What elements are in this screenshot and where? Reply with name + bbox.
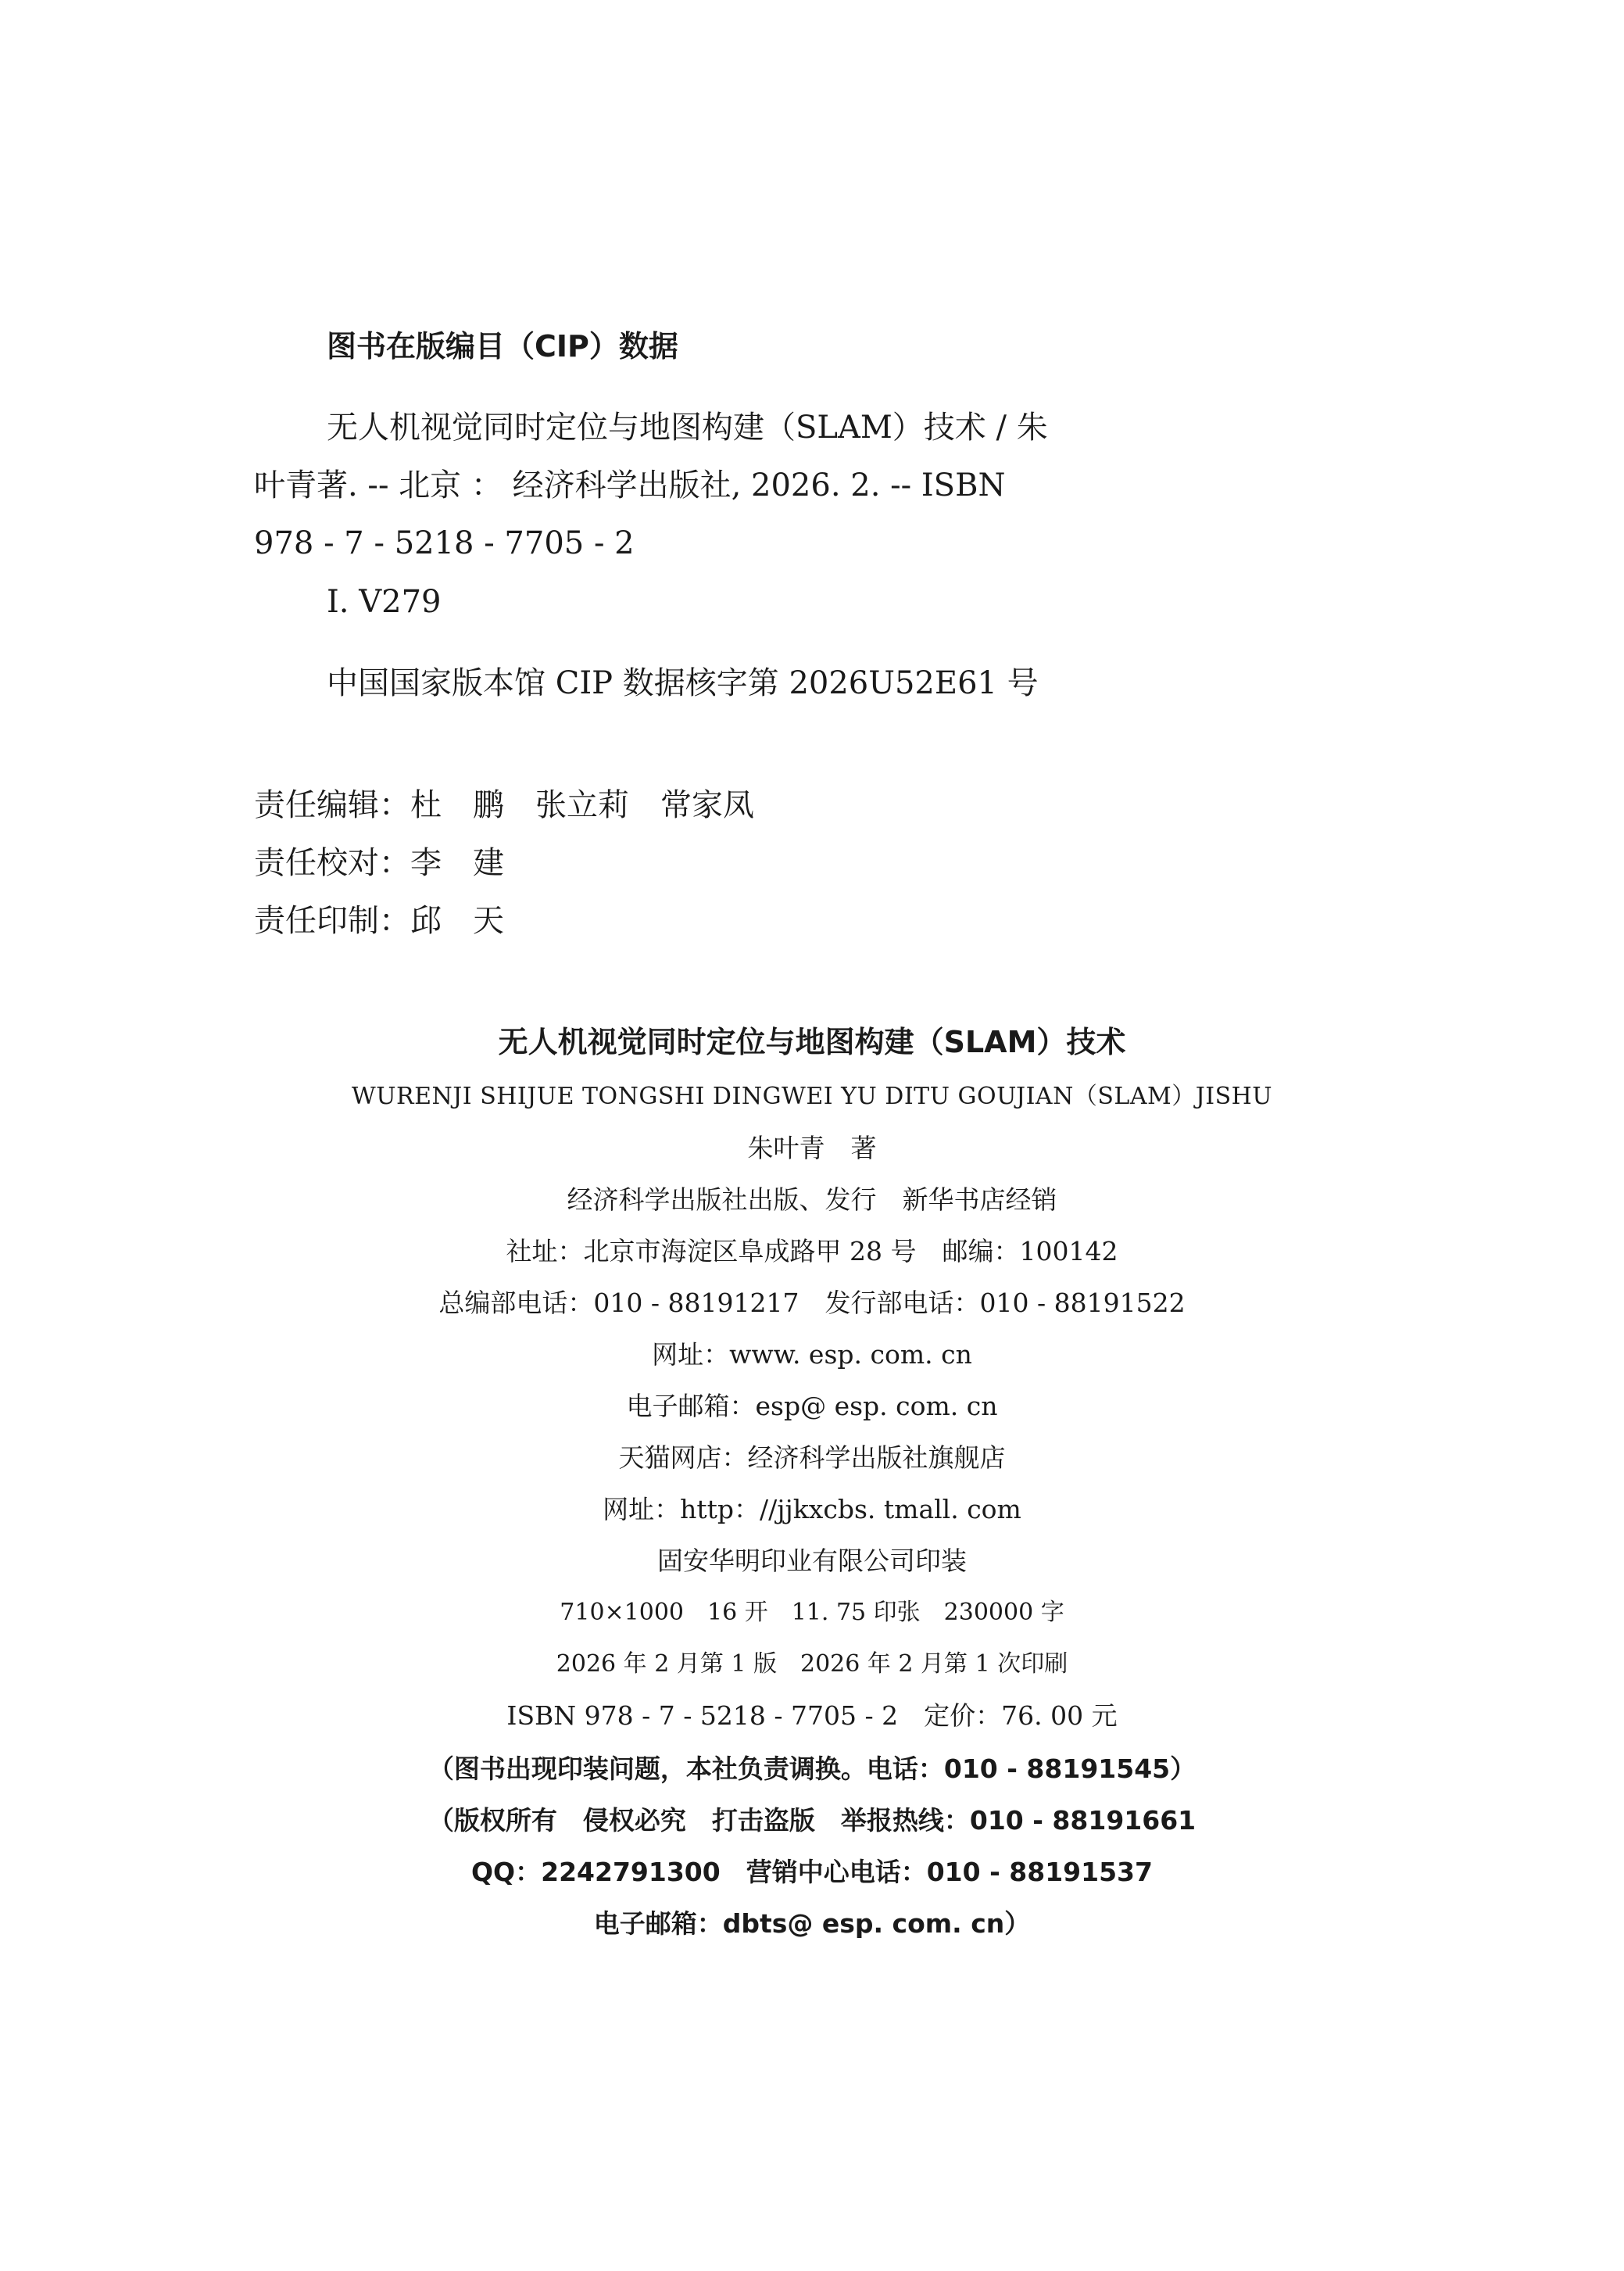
printing-credit: 责任印制：邱 天 [254,903,504,939]
notice-email-line: 电子邮箱：dbts@ esp. com. cn） [593,1908,1031,1939]
cip-record-number: 中国国家版本馆 CIP 数据核字第 2026U52E61 号 [327,665,1039,701]
cip-publication-line: 叶青著. -- 北京 ： 经济科学出版社, 2026. 2. -- ISBN [254,467,1006,503]
address-line: 社址：北京市海淀区阜成路甲 28 号 邮编：100142 [506,1236,1118,1266]
book-title-pinyin: WURENJI SHIJUE TONGSHI DINGWEI YU DITU GOUJIAN（SLAM）JISHU [351,1083,1273,1110]
specs-line: 710×1000 16 开 11. 75 印张 230000 字 [560,1599,1064,1626]
cip-isbn-line: 978 - 7 - 5218 - 7705 - 2 [254,525,635,561]
qq-marketing-line: QQ：2242791300 营销中心电话：010 - 88191537 [471,1857,1153,1887]
quality-notice: （图书出现印装问题，本社负责调换。电话：010 - 88191545） [427,1753,1197,1784]
cip-classification-line: Ⅰ. V279 [327,584,442,620]
cip-title-line: 无人机视觉同时定位与地图构建（SLAM）技术 / 朱 [327,410,1048,446]
copyright-notice: （版权所有 侵权必究 打击盗版 举报热线：010 - 88191661 [427,1805,1197,1836]
publisher-line: 经济科学出版社出版、发行 新华书店经销 [567,1184,1057,1215]
editors-credit: 责任编辑：杜 鹏 张立莉 常家凤 [254,787,754,823]
printer-line: 固安华明印业有限公司印装 [657,1546,967,1576]
author-line: 朱叶青 著 [747,1133,877,1163]
email-line: 电子邮箱：esp@ esp. com. cn [626,1391,998,1421]
phone-line: 总编部电话：010 - 88191217 发行部电话：010 - 88191522 [438,1288,1186,1318]
book-title: 无人机视觉同时定位与地图构建（SLAM）技术 [498,1025,1126,1059]
cip-heading: 图书在版编目（CIP）数据 [327,329,678,364]
proofreader-credit: 责任校对：李 建 [254,845,504,881]
isbn-price-line: ISBN 978 - 7 - 5218 - 7705 - 2 定价：76. 00 元 [506,1700,1118,1731]
tmall-url-line: 网址：http：//jjkxcbs. tmall. com [603,1494,1021,1524]
website-line: 网址：www. esp. com. cn [652,1339,972,1370]
tmall-store-line: 天猫网店：经济科学出版社旗舰店 [618,1442,1006,1473]
edition-line: 2026 年 2 月第 1 版 2026 年 2 月第 1 次印刷 [556,1650,1068,1678]
